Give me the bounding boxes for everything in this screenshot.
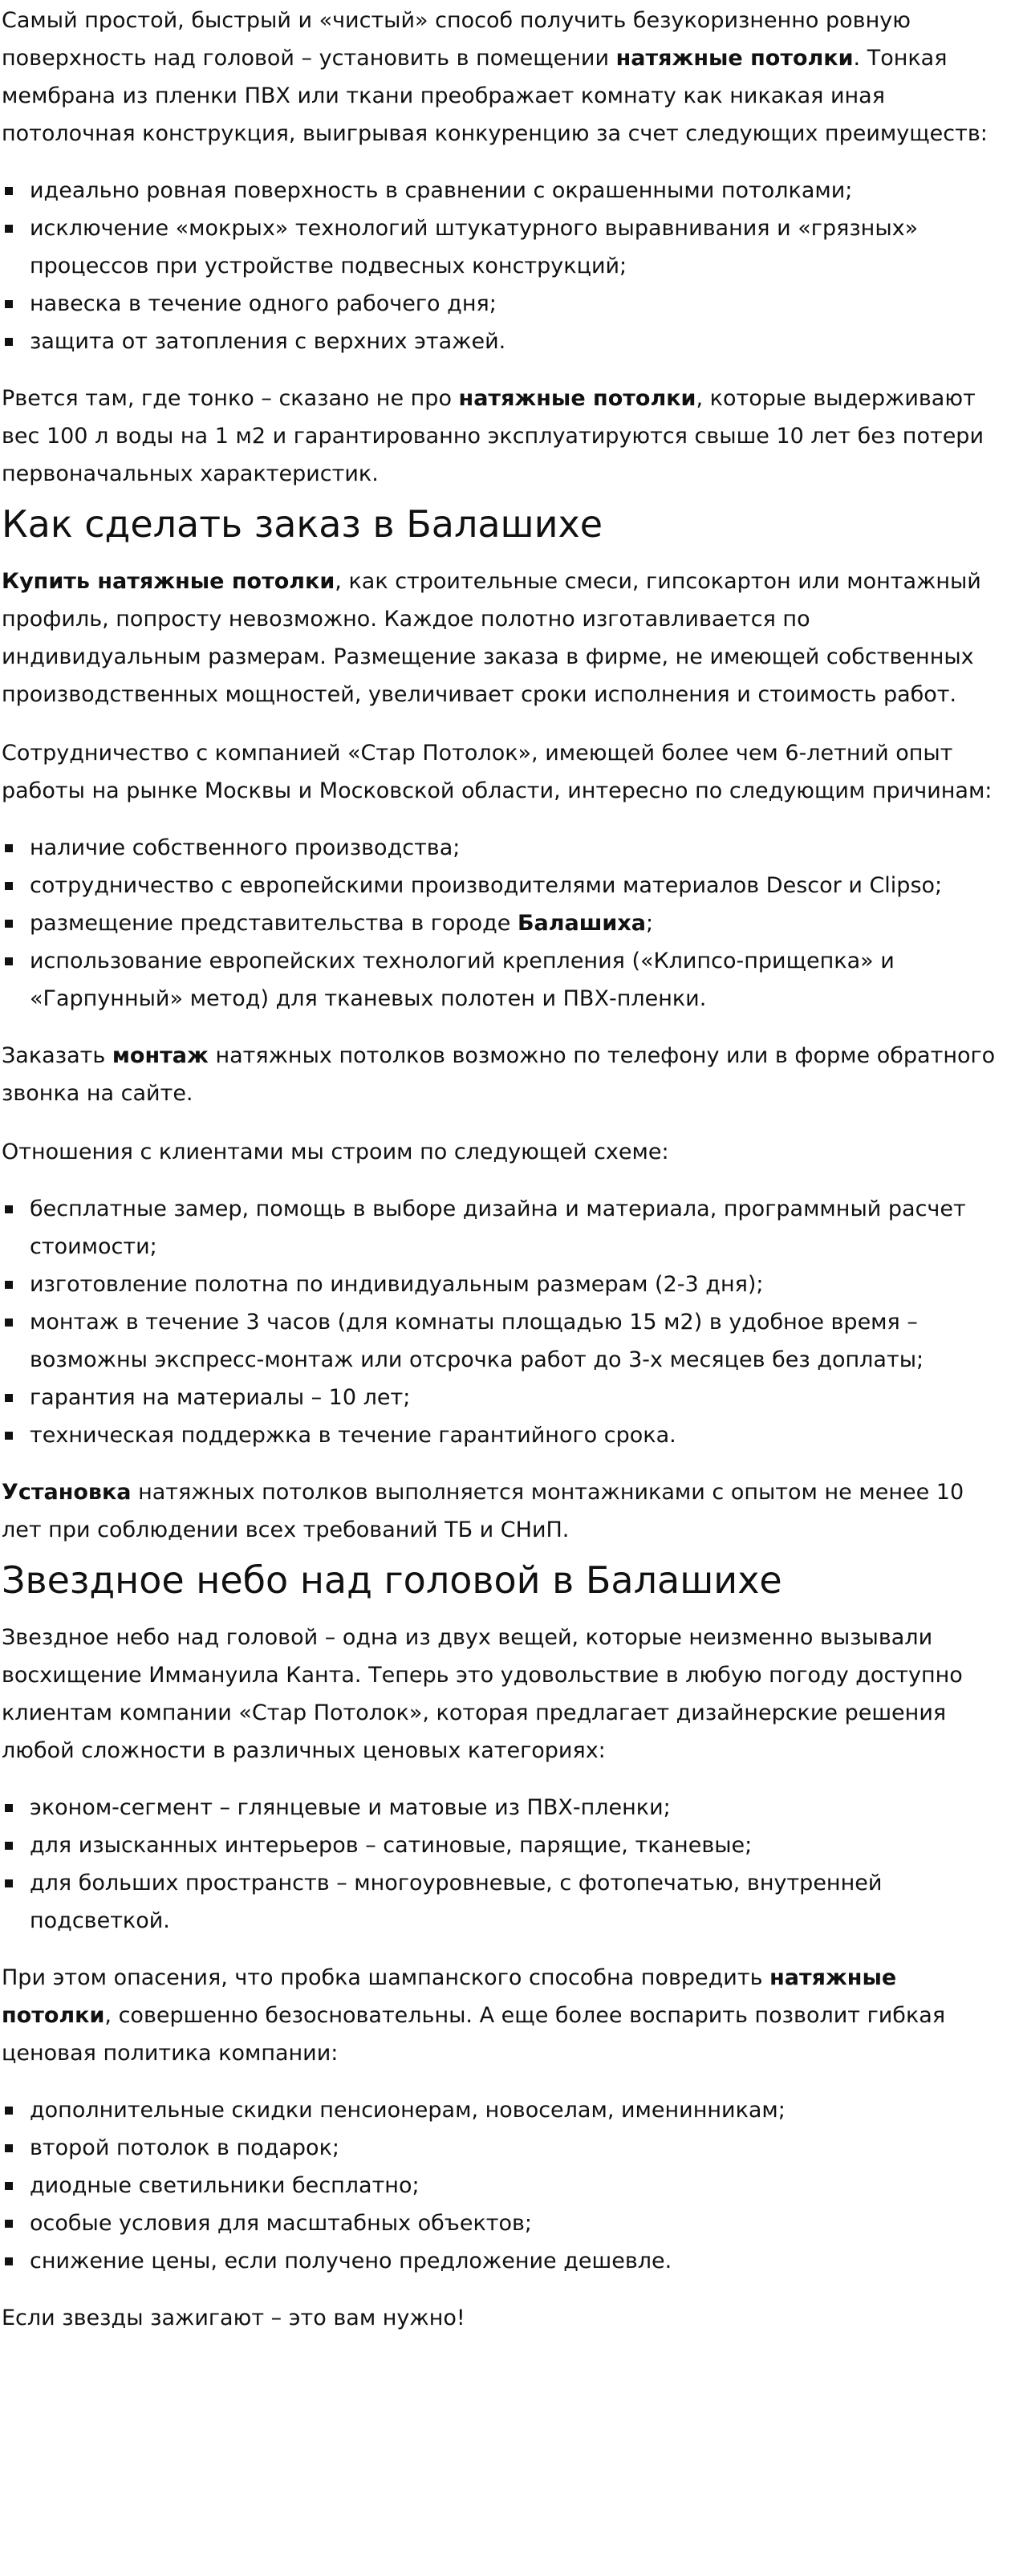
order-paragraph-4: Отношения с клиентами мы строим по следующей схеме:: [2, 1140, 669, 1164]
intro-keyword: натяжные потолки: [615, 46, 854, 71]
intro-text-c: . Тонкая мембрана из пленки ПВХ или ткани преображает комнату как никакая иная потолочная конструкция, выигрывая конкуренцию за счет следующих преимуществ:: [2, 46, 988, 146]
buy-keyword: Купить натяжные потолки: [2, 569, 335, 594]
list-item: техническая поддержка в течение гарантийного срока.: [2, 1416, 1005, 1454]
segments-list: [2, 1789, 1005, 1940]
list-item: идеально ровная поверхность в сравнении с окрашенными потолками;: [2, 172, 1005, 209]
list-item: бесплатные замер, помощь в выборе дизайна и материала, программный расчет стоимости;: [2, 1190, 1005, 1266]
list-item: для больших пространств – многоуровневые, с фотопечатью, внутренней подсветкой.: [2, 1864, 1005, 1940]
install-keyword: монтаж: [112, 1043, 209, 1068]
list-item: использование европейских технологий крепления («Клипсо-прищепка» и «Гарпунный» метод) для тканевых полотен и ПВХ-пленки.: [2, 942, 1005, 1018]
benefits-list: [2, 172, 1005, 360]
order-paragraph-1: [2, 563, 1005, 713]
order-heading: Как сделать заказ в Балашихе: [2, 502, 603, 546]
ceiling-keyword: натяжные потолки: [2, 1965, 897, 2028]
sky-text-2c: , совершенно безосновательны. А еще более воспарить позволит гибкая ценовая политика компании:: [2, 2003, 946, 2066]
list-item: второй потолок в подарок;: [2, 2129, 1005, 2167]
list-item: снижение цены, если получено предложение дешевле.: [2, 2242, 1005, 2280]
order-paragraph-3: [2, 1037, 1005, 1112]
scheme-list: [2, 1190, 1005, 1454]
reasons-list: [2, 829, 1005, 1018]
sky-heading: Звездное небо над головой в Балашихе: [2, 1558, 782, 1602]
durability-text-a: Рвется там, где тонко – сказано не про: [2, 386, 459, 411]
intro-text-a: Самый простой, быстрый и «чистый» способ получить безукоризненно ровную поверхность над головой – установить в помещении: [2, 8, 911, 71]
list-item: монтаж в течение 3 часов (для комнаты площадью 15 м2) в удобное время – возможны экспресс-монтаж или отсрочка работ до 3-х месяцев без доплаты;: [2, 1303, 1005, 1379]
order-text-3a: Заказать: [2, 1043, 112, 1068]
order-text-1: , как строительные смеси, гипсокартон или монтажный профиль, попросту невозможно. Каждое полотно изготавливается по индивидуальным размерам. Размещение заказа в фирме, не имеющей собственных производственных мощностей, увеличивает сроки исполнения и стоимость работ.: [2, 569, 981, 707]
sky-text-2a: При этом опасения, что пробка шампанского способна повредить: [2, 1965, 770, 1990]
list-item: гарантия на материалы – 10 лет;: [2, 1379, 1005, 1416]
article: [0, 2, 1005, 2337]
durability-text-c: , которые выдерживают вес 100 л воды на 1 м2 и гарантированно эксплуатируются свыше 10 лет без потери первоначальных характеристик.: [2, 386, 984, 486]
setup-keyword: Установка: [2, 1480, 132, 1505]
durability-keyword: натяжные потолки: [458, 386, 696, 411]
list-item-text-c: ;: [645, 911, 654, 936]
order-paragraph-2: Сотрудничество с компанией «Стар Потолок», имеющей более чем 6-летний опыт работы на рынке Москвы и Московской области, интересно по следующим причинам:: [2, 741, 993, 803]
list-item: [2, 904, 1005, 942]
closing-paragraph: Если звезды зажигают – это вам нужно!: [2, 2306, 465, 2330]
list-item: для изысканных интерьеров – сатиновые, парящие, тканевые;: [2, 1826, 1005, 1864]
list-item: изготовление полотна по индивидуальным размерам (2-3 дня);: [2, 1266, 1005, 1303]
list-item: эконом-сегмент – глянцевые и матовые из ПВХ-пленки;: [2, 1789, 1005, 1826]
intro-paragraph: [2, 2, 1005, 152]
list-item: исключение «мокрых» технологий штукатурного выравнивания и «грязных» процессов при устройстве подвесных конструкций;: [2, 209, 1005, 285]
city-keyword: Балашиха: [517, 911, 646, 936]
list-item: дополнительные скидки пенсионерам, новоселам, именинникам;: [2, 2091, 1005, 2129]
order-text-5: натяжных потолков выполняется монтажниками с опытом не менее 10 лет при соблюдении всех требований ТБ и СНиП.: [2, 1480, 964, 1542]
sky-paragraph-2: [2, 1959, 1005, 2072]
sky-paragraph-1: Звездное небо над головой – одна из двух вещей, которые неизменно вызывали восхищение Иммануила Канта. Теперь это удовольствие в любую погоду доступно клиентам компании «Стар Потолок», которая предлагает дизайнерские решения любой сложности в различных ценовых категориях:: [2, 1625, 963, 1763]
discounts-list: [2, 2091, 1005, 2280]
list-item: особые условия для масштабных объектов;: [2, 2204, 1005, 2242]
durability-paragraph: [2, 380, 1005, 493]
order-paragraph-5: [2, 1473, 1005, 1549]
order-text-3c: натяжных потолков возможно по телефону или в форме обратного звонка на сайте.: [2, 1043, 996, 1106]
list-item-text-a: размещение представительства в городе: [30, 911, 518, 936]
list-item: наличие собственного производства;: [2, 829, 1005, 867]
list-item: защита от затопления с верхних этажей.: [2, 323, 1005, 360]
list-item: навеска в течение одного рабочего дня;: [2, 285, 1005, 323]
list-item: диодные светильники бесплатно;: [2, 2167, 1005, 2204]
list-item: сотрудничество с европейскими производителями материалов Descor и Clipso;: [2, 867, 1005, 904]
